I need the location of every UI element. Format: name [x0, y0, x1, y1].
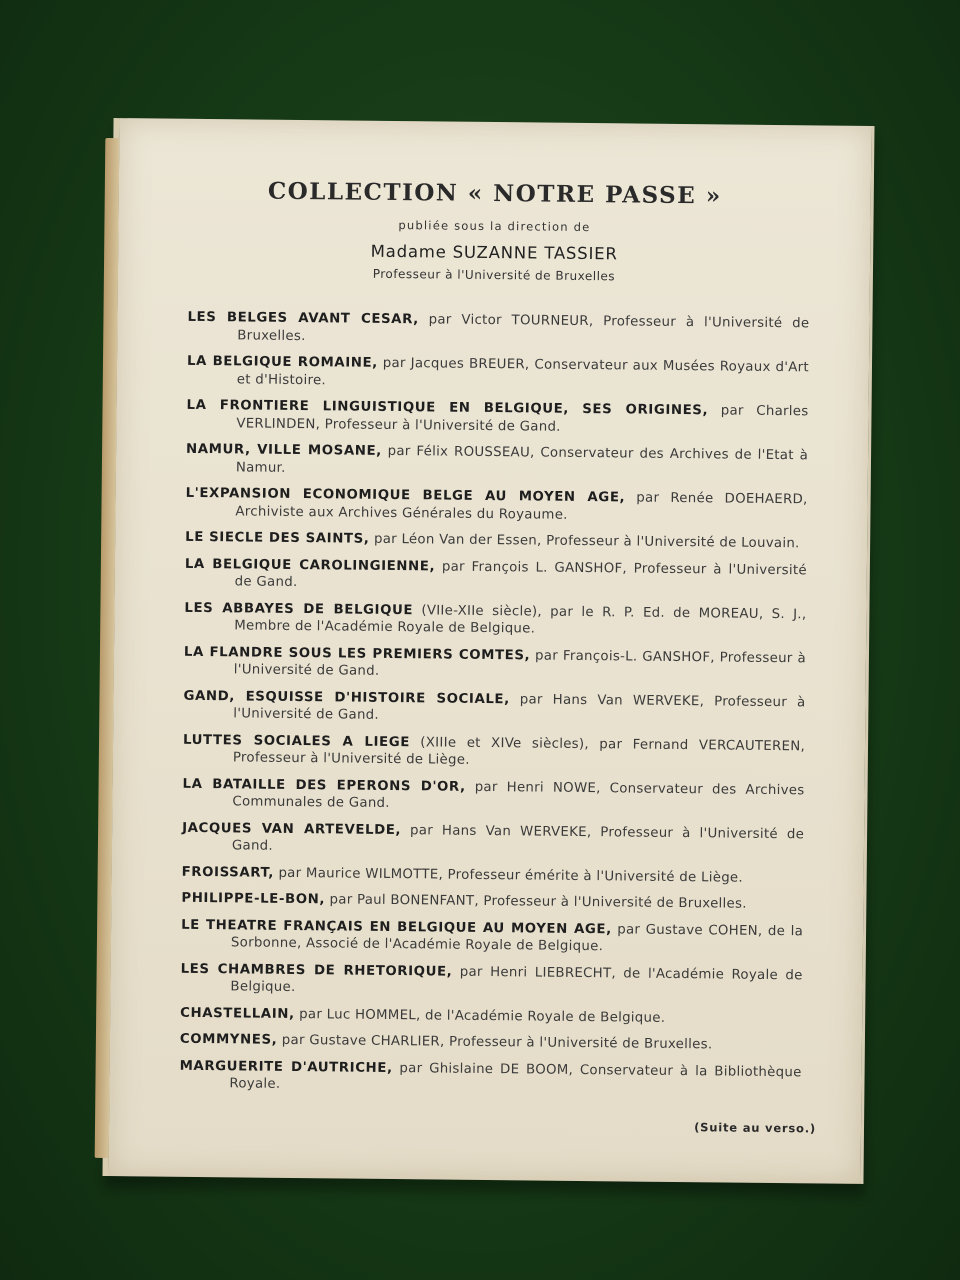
entry-detail: par Hans Van WERVEKE, Professeur à l'Université de Gand. [233, 691, 806, 723]
entry-detail: par Jacques BREUER, Conservateur aux Musées Royaux d'Art et d'Histoire. [236, 355, 810, 388]
list-item [182, 819, 804, 861]
list-item [185, 555, 807, 597]
entry-detail: par François-L. GANSHOF, Professeur à l'Université de Gand. [233, 647, 807, 679]
list-item [186, 397, 808, 439]
list-item [182, 863, 804, 887]
list-item [184, 599, 806, 641]
entry-detail: par Gustave COHEN, de la Sorbonne, Associé de l'Académie Royale de Belgique. [230, 921, 804, 955]
entry-detail: par Léon Van der Essen, Professeur à l'Université de Louvain. [369, 531, 800, 552]
list-item [180, 960, 802, 1002]
entry-title: LA FLANDRE SOUS LES PREMIERS COMTES, [183, 644, 531, 663]
entry-title: PHILIPPE-LE-BON, [181, 890, 326, 908]
entry-title: LE THEATRE FRANÇAIS EN BELGIQUE AU MOYEN AGE, [181, 917, 612, 937]
list-item [187, 309, 809, 351]
entry-title: JACQUES VAN ARTEVELDE, [182, 820, 402, 838]
collection-header [118, 176, 871, 286]
entry-title: LA FRONTIERE LINGUISTIQUE EN BELGIQUE, SES ORIGINES, [186, 397, 709, 419]
collection-title: COLLECTION « NOTRE PASSE » [267, 177, 722, 210]
entry-detail: par Hans Van WERVEKE, Professeur à l'Université de Gand. [231, 822, 805, 854]
entry-detail: par Charles VERLINDEN, Professeur à l'Université de Gand. [236, 403, 809, 435]
title-list [179, 309, 809, 1108]
book-back-cover [102, 118, 874, 1184]
entry-detail: par Ghislaine DE BOOM, Conservateur à la Bibliothèque Royale. [229, 1060, 802, 1092]
list-item [185, 485, 807, 527]
entry-detail: par Henri NOWE, Conservateur des Archives Communales de Gand. [232, 779, 805, 811]
entry-title: COMMYNES, [179, 1031, 278, 1048]
entry-title: GAND, ESQUISSE D'HISTOIRE SOCIALE, [183, 688, 510, 707]
entry-title: LES BELGES AVANT CESAR, [187, 309, 419, 328]
list-item [181, 916, 803, 958]
entry-detail: par Paul BONENFANT, Professeur à l'Université de Bruxelles. [324, 892, 747, 912]
director-role: Professeur à l'Université de Bruxelles [372, 266, 616, 284]
entry-detail: par Victor TOURNEUR, Professeur à l'Université de Bruxelles. [237, 312, 810, 344]
entry-detail: par Gustave CHARLIER, Professeur à l'Université de Bruxelles. [277, 1032, 713, 1053]
entry-detail: par Henri LIEBRECHT, de l'Académie Royale de Belgique. [230, 964, 803, 995]
entry-title: LUTTES SOCIALES A LIEGE [182, 732, 411, 750]
entry-title: L'EXPANSION ECONOMIQUE BELGE AU MOYEN AGE, [185, 485, 626, 506]
entry-title: NAMUR, VILLE MOSANE, [186, 441, 382, 459]
list-item [179, 1057, 801, 1099]
entry-title: MARGUERITE D'AUTRICHE, [179, 1058, 393, 1076]
entry-title: LA BELGIQUE CAROLINGIENNE, [184, 556, 436, 574]
entry-detail: par Félix ROUSSEAU, Conservateur des Archives de l'Etat à Namur. [235, 443, 809, 476]
list-item [180, 1004, 802, 1028]
list-item [181, 890, 803, 914]
entry-title: CHASTELLAIN, [180, 1005, 295, 1022]
entry-detail: par Luc HOMMEL, de l'Académie Royale de Belgique. [294, 1006, 666, 1026]
entry-title: FROISSART, [181, 864, 275, 881]
entry-detail: (XIIIe et XIVe siècles), par Fernand VERCAUTEREN, Professeur à l'Université de Liège. [232, 734, 806, 768]
list-item [187, 353, 809, 395]
list-item [183, 731, 805, 773]
entry-detail: par Renée DOEHAERD, Archiviste aux Archives Générales du Royaume. [235, 490, 808, 523]
book-spine [95, 138, 120, 1158]
entry-detail: (VIIe-XIIe siècle), par le R. P. Ed. de MOREAU, S. J., Membre de l'Académie Royale de Belgique. [234, 602, 807, 637]
entry-title: LES CHAMBRES DE RHETORIQUE, [180, 961, 453, 980]
list-item [184, 643, 806, 685]
list-item [180, 1031, 802, 1055]
list-item [183, 687, 805, 729]
collection-subtitle: publiée sous la direction de [398, 218, 591, 235]
director-name: Madame SUZANNE TASSIER [370, 241, 618, 264]
list-item [186, 441, 808, 483]
entry-title: LES ABBAYES DE BELGIQUE [184, 600, 414, 618]
entry-detail: par François L. GANSHOF, Professeur à l'Université de Gand. [234, 558, 807, 590]
list-item [182, 775, 804, 817]
entry-detail: par Maurice WILMOTTE, Professeur émérite à l'Université de Liège. [273, 865, 744, 886]
entry-title: LE SIECLE DES SAINTS, [185, 529, 370, 547]
entry-title: LA BELGIQUE ROMAINE, [186, 353, 378, 371]
list-item [185, 529, 807, 553]
entry-title: LA BATAILLE DES EPERONS D'OR, [182, 776, 466, 795]
continued-note: (Suite au verso.) [694, 1120, 817, 1136]
